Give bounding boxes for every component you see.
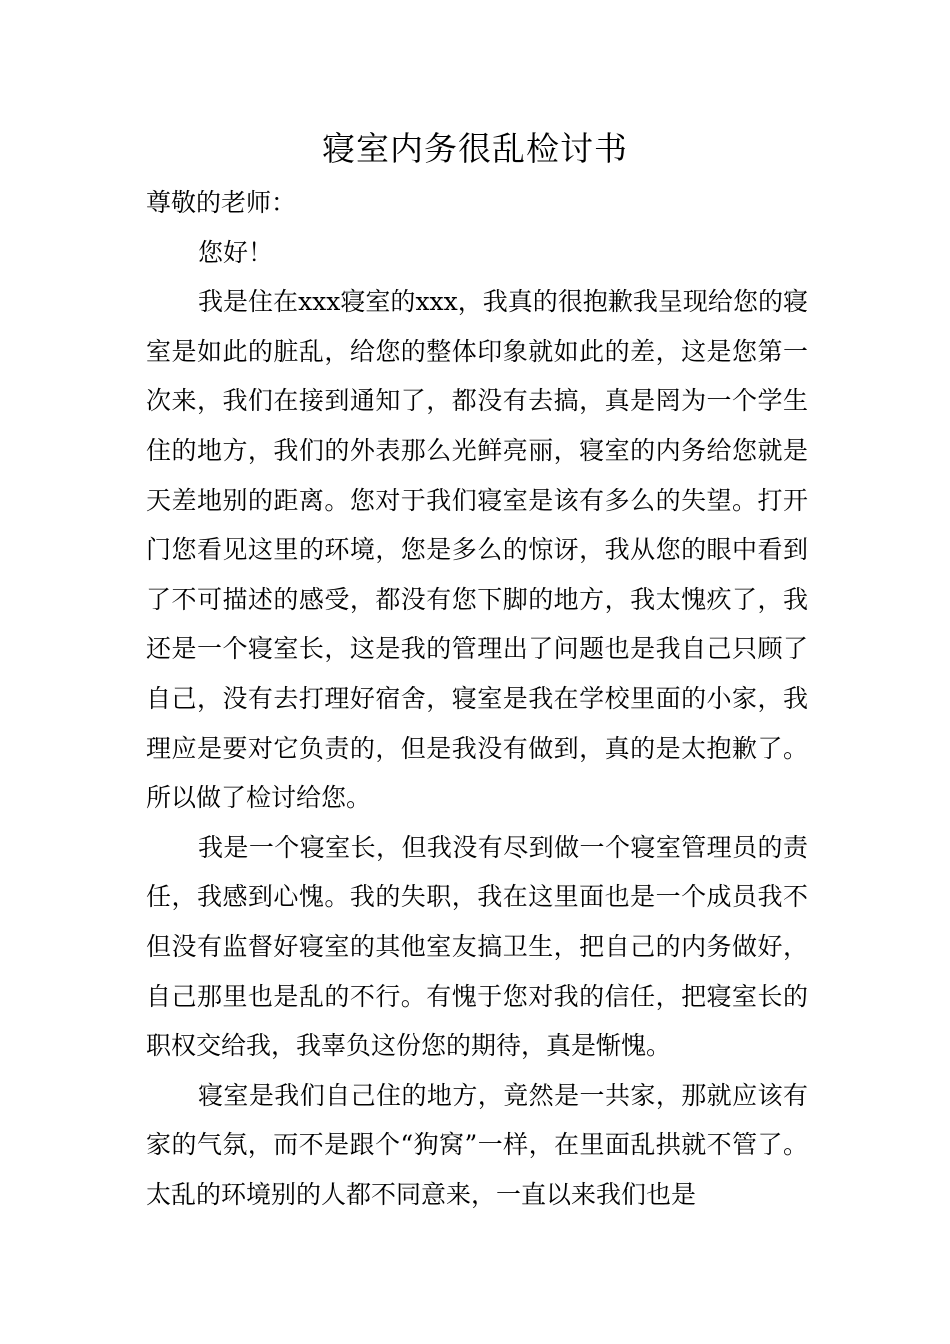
salutation: 尊敬的老师： [146, 188, 297, 217]
paragraph-3: 寝室是我们自己住的地方，竟然是一共家，那就应该有家的气氛，而不是跟个“狗窝”一样，在里面乱拱就不管了。太乱的环境别的人都不同意来，一直以来我们也是 [146, 1080, 808, 1209]
document-title: 寝室内务很乱检讨书 [322, 129, 628, 168]
paragraph-2: 我是一个寝室长，但我没有尽到做一个寝室管理员的责任，我感到心愧。我的失职，我在这里面也是一个成员我不但没有监督好寝室的其他室友搞卫生，把自己的内务做好，自己那里也是乱的不行。有愧于您对我的信任，把寝室长的职权交给我，我辜负这份您的期待，真是惭愧。 [146, 832, 808, 1061]
document-body [146, 178, 808, 1219]
paragraph-1: 我是住在xxx寝室的xxx，我真的很抱歉我呈现给您的寝室是如此的脏乱，给您的整体印象就如此的差，这是您第一次来，我们在接到通知了，都没有去搞，真是罔为一个学生住的地方，我们的外表那么光鲜亮丽，寝室的内务给您就是天差地别的距离。您对于我们寝室是该有多么的失望。打开门您看见这里的环境，您是多么的惊讶，我从您的眼中看到了不可描述的感受，都没有您下脚的地方，我太愧疚了，我还是一个寝室长，这是我的管理出了问题也是我自己只顾了自己，没有去打理好宿舍，寝室是我在学校里面的小家，我理应是要对它负责的，但是我没有做到，真的是太抱歉了。所以做了检讨给您。 [146, 287, 808, 813]
greeting: 您好！ [198, 237, 274, 267]
